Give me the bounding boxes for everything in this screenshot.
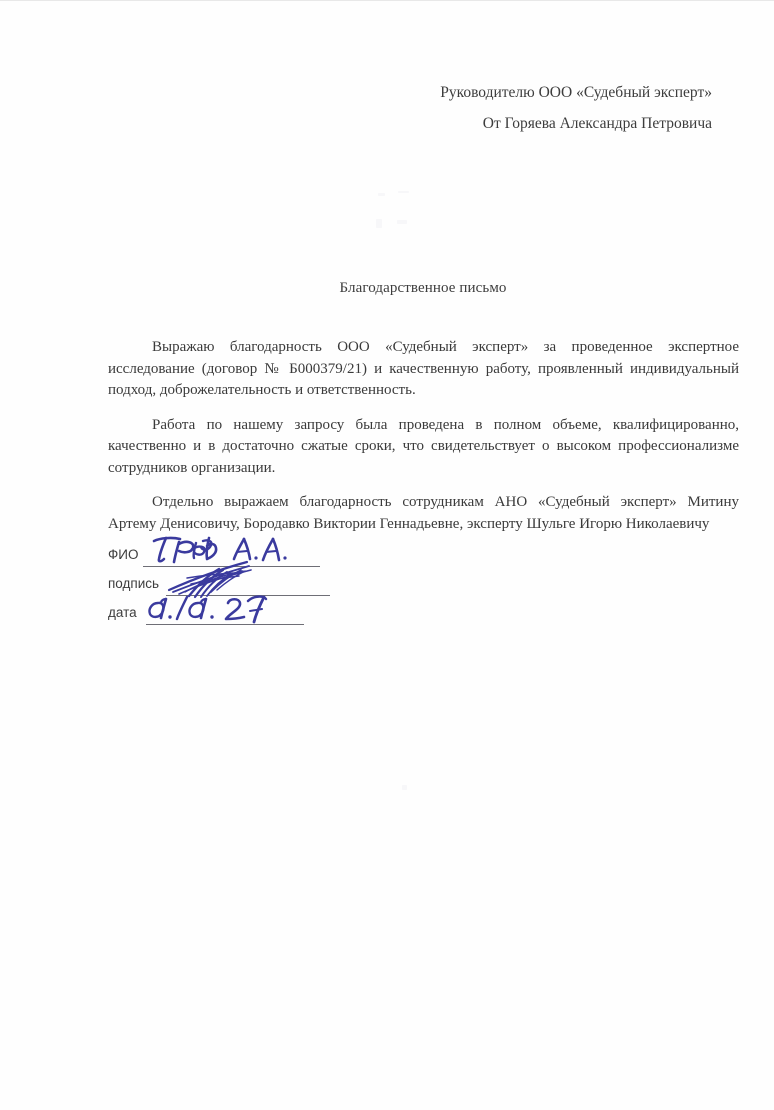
scan-artifact [398, 191, 409, 193]
signature-row-fio [108, 541, 368, 570]
scan-artifact [378, 193, 385, 196]
body-paragraph-2: Работа по нашему запросу была проведена в полном объеме, квалифицированно, качественно и в достаточно сжатые сроки, что свидетельствует о высоком профессионализме сотрудников организации. [108, 416, 739, 476]
signature-rule [166, 595, 330, 596]
addressee-line-sender: От Горяева Александра Петровича [482, 115, 712, 132]
fio-rule [143, 566, 320, 567]
scan-artifact [376, 219, 382, 228]
body-paragraph-3: Отдельно выражаем благодарность сотрудникам АНО «Судебный эксперт» Митину Артему Денисовичу, Бородавко Виктории Геннадьевне, эксперту Шульге Игорю Николаевичу [108, 494, 739, 532]
addressee-block [330, 77, 712, 139]
signature-row-date [108, 599, 368, 628]
addressee-line-recipient: Руководителю ООО «Судебный эксперт» [440, 84, 712, 101]
body-paragraph-1: Выражаю благодарность ООО «Судебный эксперт» за проведенное экспертное исследование (договор № Б000379/21) и качественную работу, проявленный индивидуальный подход, доброжелательность и ответственность. [108, 339, 739, 398]
document-title: Благодарственное письмо [339, 280, 507, 296]
handwritten-name-ink [146, 533, 326, 567]
fio-label: ФИО [108, 547, 139, 562]
signature-label: подпись [108, 576, 160, 591]
signature-row-signature [108, 570, 368, 599]
scan-artifact [397, 220, 407, 224]
document-body [108, 337, 739, 535]
signature-block [108, 541, 368, 628]
date-label: дата [108, 605, 137, 620]
date-rule [146, 624, 304, 625]
scan-artifact [402, 785, 407, 790]
